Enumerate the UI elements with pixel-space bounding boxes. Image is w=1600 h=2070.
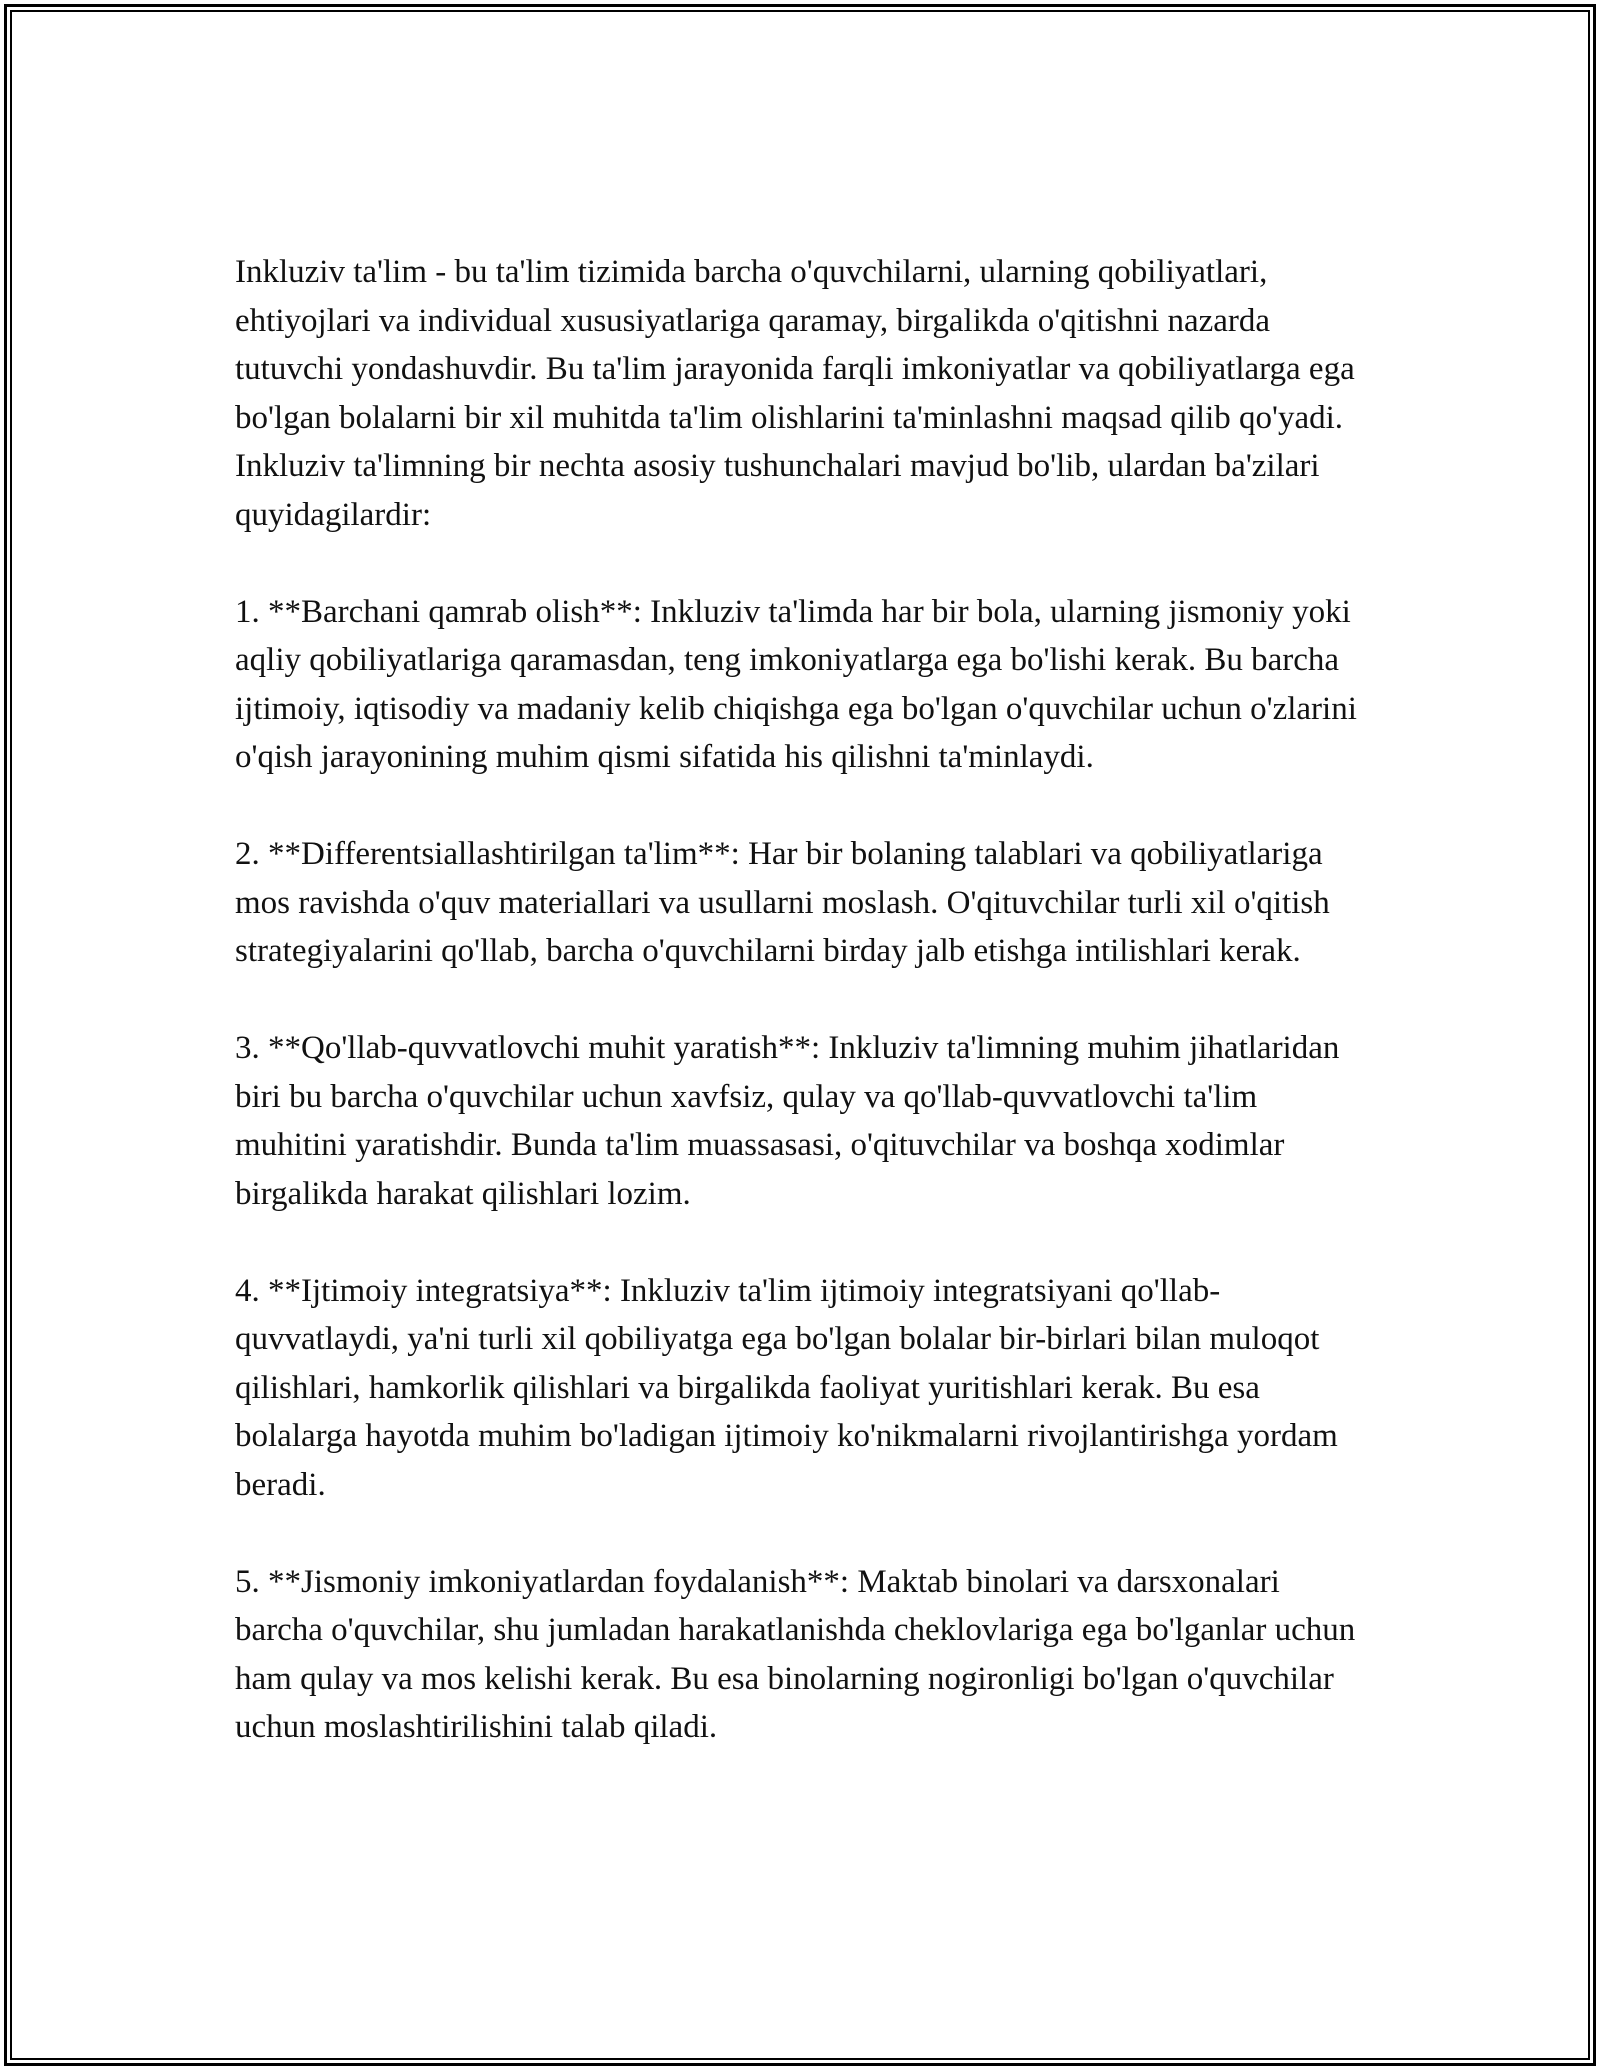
list-item-3: 3. **Qo'llab-quvvatlovchi muhit yaratish**: Inkluziv ta'limning muhim jihatlaridan biri bu barcha o'quvchilar uchun xavfsiz, qulay va qo'llab-quvvatlovchi ta'lim muhitini yaratishdir. Bunda ta'lim muassasasi, o'qituvchilar va boshqa xodimlar birgalikda harakat qilishlari lozim.: [235, 1030, 1340, 1212]
list-item-2: 2. **Differentsiallashtirilgan ta'lim**: Har bir bolaning talablari va qobiliyatlariga mos ravishda o'quv materiallari va usullarni moslash. O'qituvchilar turli xil o'qitish strategiyalarini qo'llab, barcha o'quvchilarni birday jalb etishga intilishlari kerak.: [235, 836, 1330, 969]
list-item-1: 1. **Barchani qamrab olish**: Inkluziv ta'limda har bir bola, ularning jismoniy yoki aqliy qobiliyatlariga qaramasdan, teng imkoniyatlarga ega bo'lishi kerak. Bu barcha ijtimoiy, iqtisodiy va madaniy kelib chiqishga ega bo'lgan o'quvchilar uchun o'zlarini o'qish jarayonining muhim qismi sifatida his qilishni ta'minlaydi.: [235, 593, 1357, 775]
document-body: [235, 248, 1370, 1752]
list-item-4: 4. **Ijtimoiy integratsiya**: Inkluziv ta'lim ijtimoiy integratsiyani qo'llab-quvvatlaydi, ya'ni turli xil qobiliyatga ega bo'lgan bolalar bir-birlari bilan muloqot qilishlari, hamkorlik qilishlari va birgalikda faoliyat yuritishlari kerak. Bu esa bolalarga hayotda muhim bo'ladigan ijtimoiy ko'nikmalarni rivojlantirishga yordam beradi.: [235, 1272, 1338, 1503]
intro-paragraph: Inkluziv ta'lim - bu ta'lim tizimida barcha o'quvchilarni, ularning qobiliyatlari, ehtiyojlari va individual xususiyatlariga qaramay, birgalikda o'qitishni nazarda tutuvchi yondashuvdir. Bu ta'lim jarayonida farqli imkoniyatlar va qobiliyatlarga ega bo'lgan bolalarni bir xil muhitda ta'lim olishlarini ta'minlashni maqsad qilib qo'yadi. Inkluziv ta'limning bir nechta asosiy tushunchalari mavjud bo'lib, ulardan ba'zilari quyidagilardir:: [235, 254, 1355, 533]
list-item-5: 5. **Jismoniy imkoniyatlardan foydalanish**: Maktab binolari va darsxonalari barcha o'quvchilar, shu jumladan harakatlanishda cheklovlariga ega bo'lganlar uchun ham qulay va mos kelishi kerak. Bu esa binolarning nogironligi bo'lgan o'quvchilar uchun moslashtirilishini talab qiladi.: [235, 1563, 1356, 1745]
